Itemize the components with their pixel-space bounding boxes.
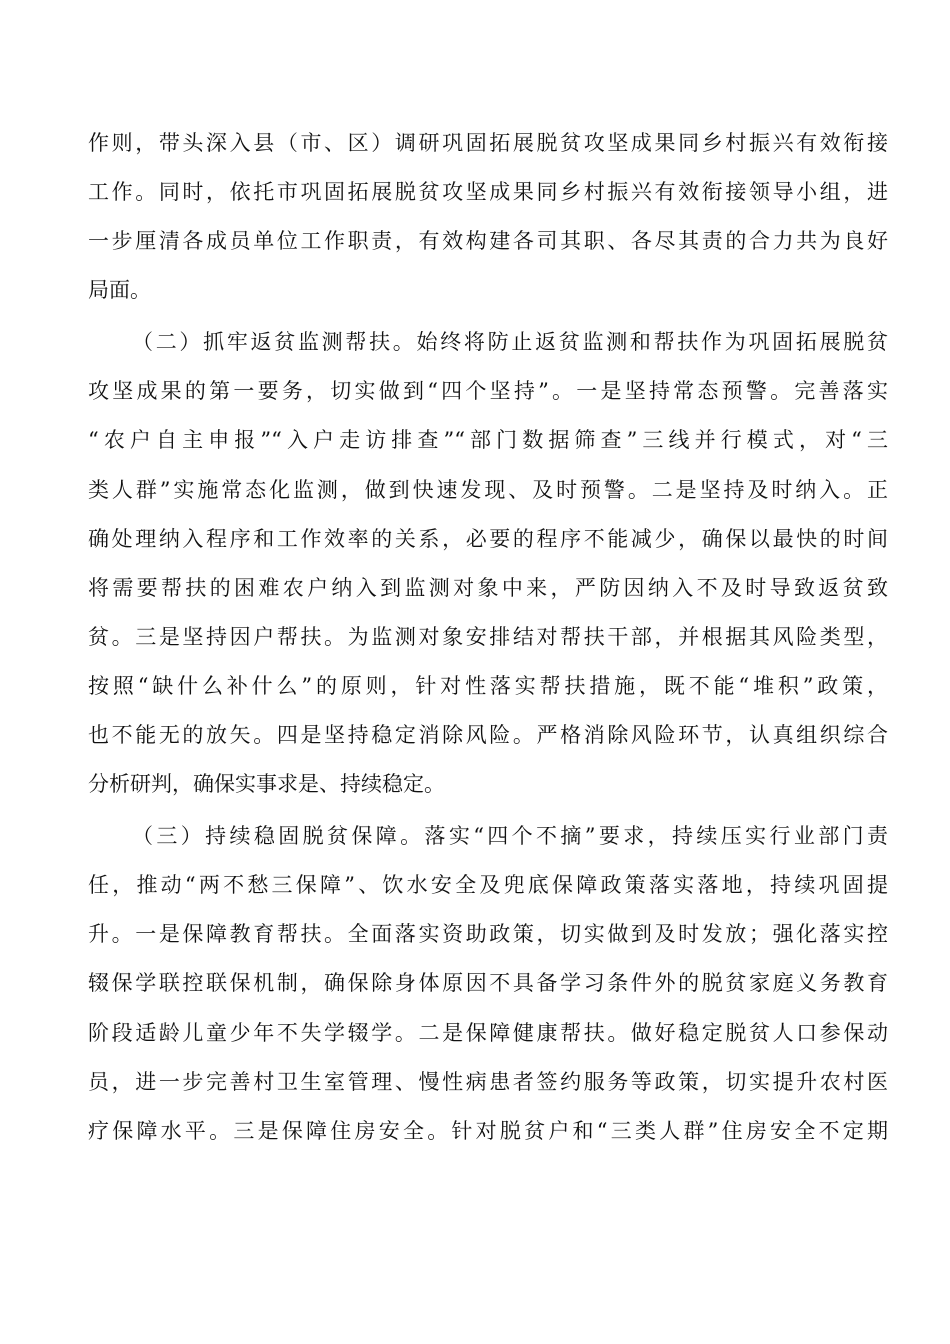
paragraph-1 [88,130,888,303]
paragraph-line: 局面。 [88,278,151,303]
paragraph-2 [88,329,888,797]
paragraph-line: 将需要帮扶的困难农户纳入到监测对象中来，严防因纳入不及时导致返贫致 [88,575,888,600]
paragraph-line: （二）抓牢返贫监测帮扶。始终将防止返贫监测和帮扶作为巩固拓展脱贫 [132,330,888,355]
paragraph-line: 类人群”实施常态化监测，做到快速发现、及时预警。二是坚持及时纳入。正 [88,477,888,502]
paragraph-line: 也不能无的放矢。四是坚持稳定消除风险。严格消除风险环节，认真组织综合 [88,723,888,748]
paragraph-line: 任，推动“两不愁三保障”、饮水安全及兜底保障政策落实落地，持续巩固提 [88,873,888,898]
paragraph-line: 作则，带头深入县（市、区）调研巩固拓展脱贫攻坚成果同乡村振兴有效衔接 [88,131,888,155]
paragraph-3 [88,823,888,1144]
paragraph-line: 攻坚成果的第一要务，切实做到“四个坚持”。一是坚持常态预警。完善落实 [88,379,888,404]
paragraph-line: 一步厘清各成员单位工作职责，有效构建各司其职、各尽其责的合力共为良好 [88,229,888,254]
paragraph-line: 员，进一步完善村卫生室管理、慢性病患者签约服务等政策，切实提升农村医 [88,1069,888,1094]
paragraph-line: 分析研判，确保实事求是、持续稳定。 [88,772,445,797]
paragraph-line: 阶段适龄儿童少年不失学辍学。二是保障健康帮扶。做好稳定脱贫人口参保动 [88,1020,888,1045]
document-page [88,130,888,1230]
paragraph-line: 贫。三是坚持因户帮扶。为监测对象安排结对帮扶干部，并根据其风险类型， [88,624,888,649]
paragraph-line: “农户自主申报”“入户走访排查”“部门数据筛查”三线并行模式，对“三 [88,428,888,453]
paragraph-line: 按照“缺什么补什么”的原则，针对性落实帮扶措施，既不能“堆积”政策， [88,673,888,698]
paragraph-line: 辍保学联控联保机制，确保除身体原因不具备学习条件外的脱贫家庭义务教育 [88,971,888,996]
paragraph-line: 升。一是保障教育帮扶。全面落实资助政策，切实做到及时发放；强化落实控 [88,922,888,947]
paragraph-line: 疗保障水平。三是保障住房安全。针对脱贫户和“三类人群”住房安全不定期 [88,1118,888,1143]
paragraph-line: 确处理纳入程序和工作效率的关系，必要的程序不能减少，确保以最快的时间 [88,526,888,551]
paragraph-line: （三）持续稳固脱贫保障。落实“四个不摘”要求，持续压实行业部门责 [132,824,888,849]
paragraph-line: 工作。同时，依托市巩固拓展脱贫攻坚成果同乡村振兴有效衔接领导小组，进 [88,180,888,205]
